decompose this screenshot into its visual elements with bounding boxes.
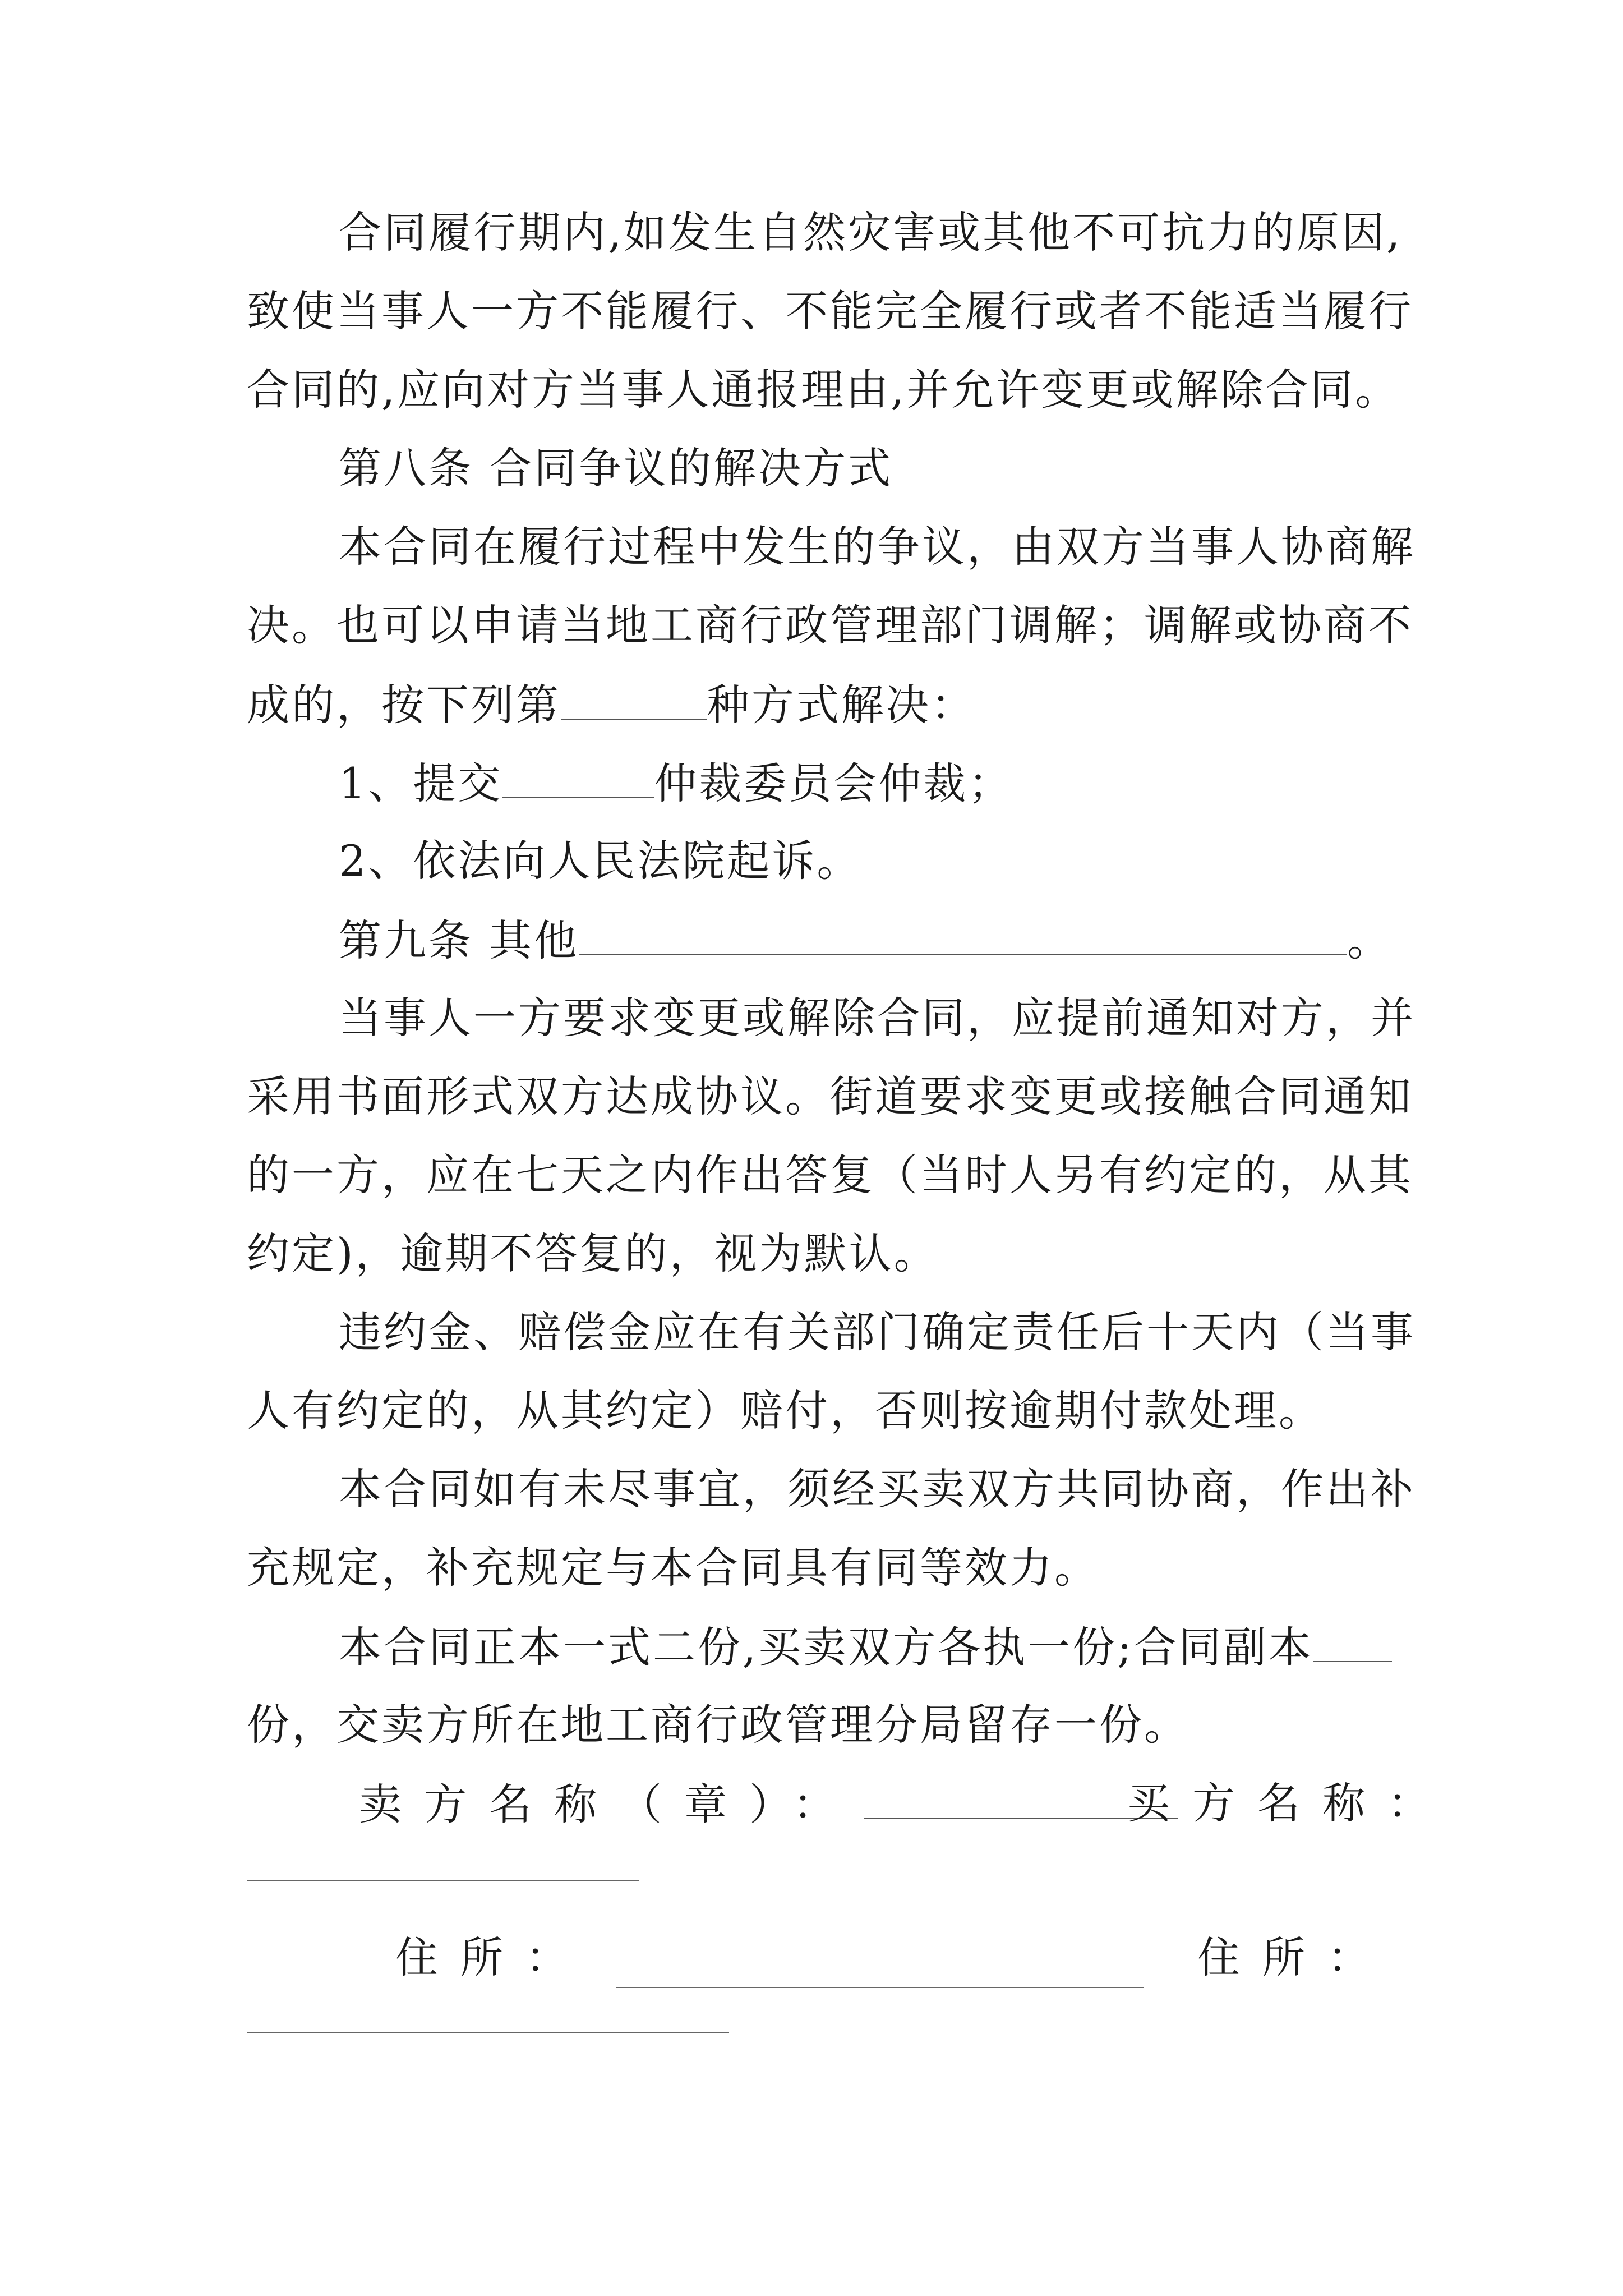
- force-majeure-line-2: 致使当事人一方不能履行、不能完全履行或者不能适当履行: [247, 286, 1413, 336]
- seller-address-blank[interactable]: [616, 1987, 1144, 1988]
- article-9-line: [339, 912, 1494, 969]
- method-number-blank[interactable]: [561, 676, 707, 720]
- copies-line-1: [339, 1618, 1494, 1676]
- seller-address-label-text: 住所：: [395, 1932, 591, 1982]
- supplement-line-1: 本合同如有未尽事宜，须经买卖双方共同协商，作出补: [339, 1464, 1415, 1514]
- penalty-line-1: 违约金、赔偿金应在有关部门确定责任后十天内（当事: [339, 1307, 1415, 1357]
- change-line-4: 约定)，逾期不答复的，视为默认。: [247, 1228, 939, 1278]
- dispute-line-3-end: 种方式解决：: [707, 680, 976, 730]
- other-terms-blank[interactable]: [579, 912, 1347, 955]
- article-9-period: 。: [1347, 915, 1393, 965]
- copies-count-blank[interactable]: [1313, 1618, 1392, 1662]
- seller-name-label: 卖方名称（章）：: [359, 1779, 858, 1829]
- dispute-line-2: 决。也可以申请当地工商行政管理部门调解；调解或协商不: [247, 600, 1413, 650]
- option-2: 2、依法向人民法院起诉。: [339, 836, 862, 886]
- force-majeure-line-3: 合同的,应向对方当事人通报理由,并允许变更或解除合同。: [247, 365, 1400, 415]
- dispute-line-3: [247, 676, 1402, 733]
- buyer-name-label-text: 买方名称：: [1127, 1778, 1453, 1828]
- copies-line-2: 份，交卖方所在地工商行政管理分局留存一份。: [247, 1700, 1189, 1750]
- option-1-end: 仲裁委员会仲裁；: [654, 758, 1013, 808]
- article-8-heading: 第八条 合同争议的解决方式: [339, 443, 893, 493]
- dispute-line-3-start: 成的，按下列第: [247, 680, 561, 730]
- penalty-line-2: 人有约定的，从其约定）赔付，否则按逾期付款处理。: [247, 1386, 1324, 1435]
- dispute-line-1: 本合同在履行过程中发生的争议，由双方当事人协商解: [339, 522, 1415, 572]
- force-majeure-line-1: 合同履行期内,如发生自然灾害或其他不可抗力的原因,: [339, 208, 1403, 257]
- supplement-line-2: 充规定，补充规定与本合同具有同等效力。: [247, 1543, 1099, 1593]
- change-line-2: 采用书面形式双方达成协议。街道要求变更或接触合同通知: [247, 1071, 1413, 1121]
- article-9-heading: 第九条 其他: [339, 915, 579, 965]
- buyer-address-label-text: 住所：: [1197, 1932, 1393, 1982]
- buyer-address-label: [1197, 1930, 1422, 1986]
- change-line-1: 当事人一方要求变更或解除合同，应提前通知对方，并: [339, 993, 1415, 1043]
- seller-address-label: [395, 1930, 620, 1986]
- copies-line-1-text: 本合同正本一式二份,买卖双方各执一份;合同副本: [339, 1622, 1313, 1672]
- buyer-name-label: [1127, 1775, 1453, 1832]
- option-1-start: 1、提交: [339, 758, 503, 808]
- change-line-3: 的一方，应在七天之内作出答复（当时人另有约定的，从其: [247, 1150, 1413, 1200]
- option-1: [339, 754, 1494, 812]
- arbitration-committee-blank[interactable]: [502, 754, 654, 798]
- buyer-address-blank[interactable]: [247, 2032, 729, 2033]
- buyer-name-blank[interactable]: [247, 1880, 639, 1881]
